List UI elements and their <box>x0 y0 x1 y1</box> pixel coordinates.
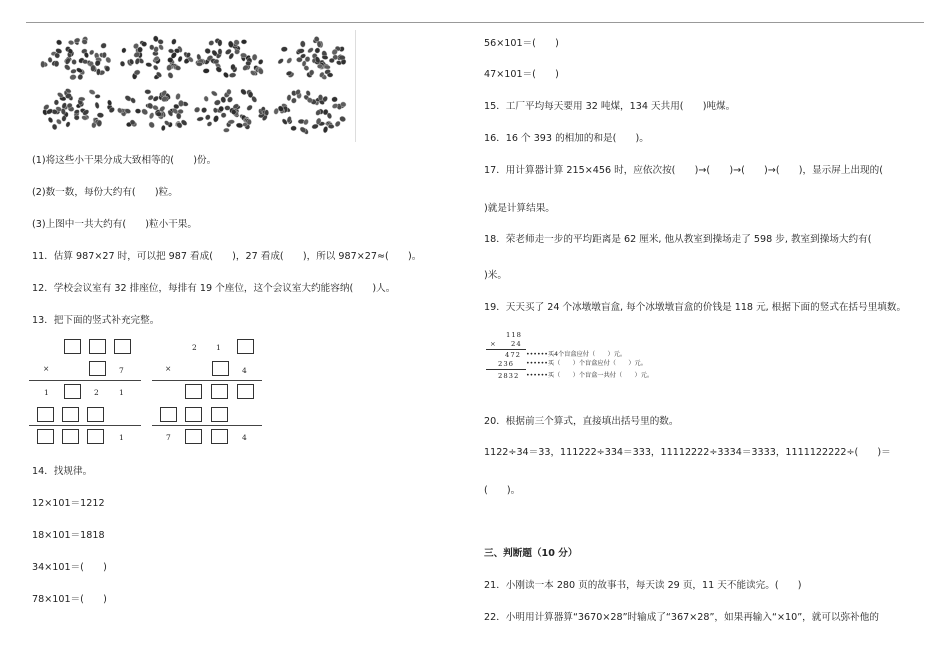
dried-fruit-piece <box>97 112 104 118</box>
dried-fruit-piece <box>339 55 346 60</box>
q10-part3: (3)上图中一共大约有( )粒小干果。 <box>32 219 197 230</box>
annotation-3: ••••••买（ ）个盲盒一共付（ ）元。 <box>526 372 654 379</box>
dried-fruit-piece <box>120 61 126 67</box>
blank-box[interactable] <box>237 384 254 399</box>
dried-fruit-piece <box>229 72 236 78</box>
dried-fruit-piece <box>246 104 254 112</box>
dried-fruit-piece <box>71 59 76 65</box>
dried-fruit-piece <box>135 108 141 114</box>
dried-fruit-piece <box>48 57 53 63</box>
dried-fruit-piece <box>90 65 95 72</box>
dried-fruit-piece <box>334 120 341 128</box>
dried-fruit-piece <box>252 54 258 61</box>
dried-fruit-piece <box>231 109 236 115</box>
dried-fruit-piece <box>177 55 183 62</box>
dried-fruit-piece <box>78 97 85 102</box>
dried-fruit-piece <box>228 119 235 124</box>
dried-fruit-piece <box>148 112 154 120</box>
digit: 2 <box>94 388 99 397</box>
blank-box[interactable] <box>211 384 228 399</box>
question-19: 19．天天买了 24 个冰墩墩盲盒, 每个冰墩墩盲盒的价钱是 118 元, 根据下面的竖式在括号里填数。 <box>484 302 907 313</box>
pattern-line-4: 78×101＝( ) <box>32 594 107 605</box>
dried-fruit-piece <box>41 61 46 68</box>
dried-fruit-piece <box>286 57 293 64</box>
digit: 4 <box>242 433 247 442</box>
dried-fruit-piece <box>171 38 178 45</box>
dried-fruit-piece <box>121 47 127 53</box>
pattern-line-3: 34×101＝( ) <box>32 562 107 573</box>
question-12: 12．学校会议室有 32 排座位，每排有 19 个座位，这个会议室大约能容纳( )人。 <box>32 283 396 294</box>
dried-fruit-piece <box>213 99 221 106</box>
dried-fruit-piece <box>156 112 162 117</box>
dried-fruit-piece <box>220 112 226 118</box>
dried-fruit-piece <box>247 119 252 125</box>
dried-fruit-piece <box>212 115 219 123</box>
dried-fruit-piece <box>215 66 223 74</box>
digit: 1 <box>44 388 49 397</box>
form-rule <box>29 380 141 381</box>
dried-fruit-piece <box>203 68 210 73</box>
question-15: 15．工厂平均每天要用 32 吨煤，134 天共用( )吨煤。 <box>484 101 736 112</box>
dried-fruit-piece <box>246 61 252 66</box>
dried-fruit-piece <box>61 115 67 122</box>
blank-box[interactable] <box>114 339 131 354</box>
dried-fruit-piece <box>230 64 235 70</box>
blank-box[interactable] <box>64 384 81 399</box>
blank-box[interactable] <box>160 407 177 422</box>
digit: 4 <box>242 366 247 375</box>
times-sign: × <box>165 364 172 373</box>
question-18-line2: )米。 <box>484 270 507 281</box>
dried-fruit-piece <box>300 41 306 48</box>
blank-box[interactable] <box>64 339 81 354</box>
dried-fruit-piece <box>65 121 71 128</box>
question-20-continuation: ( )。 <box>484 485 521 496</box>
blank-box[interactable] <box>237 339 254 354</box>
image-divider <box>355 30 356 142</box>
dried-fruit-piece <box>257 58 264 65</box>
dried-fruit-piece <box>204 114 211 121</box>
product: 2832 <box>498 372 520 380</box>
dried-fruit-piece <box>55 118 62 125</box>
dried-fruit-piece <box>158 44 165 51</box>
question-18-line1: 18．荣老师走一步的平均距离是 62 厘米, 他从教室到操场走了 598 步, 教室到操场大约有( <box>484 234 872 245</box>
question-20-title: 20．根据前三个算式，直接填出括号里的数。 <box>484 416 679 427</box>
dried-fruit-piece <box>331 96 338 102</box>
blank-box[interactable] <box>185 407 202 422</box>
times-sign: × <box>490 340 496 348</box>
dried-fruit-piece <box>193 106 201 113</box>
question-13-title: 13．把下面的竖式补充完整。 <box>32 315 160 326</box>
dried-fruit-piece <box>70 69 77 75</box>
dried-fruit-piece <box>107 99 113 106</box>
dried-fruit-piece <box>55 39 62 46</box>
dried-fruit-piece <box>227 89 232 95</box>
digit: 7 <box>166 433 171 442</box>
dried-fruit-piece <box>152 64 159 71</box>
dried-fruit-piece <box>63 64 71 72</box>
form-rule <box>486 369 526 370</box>
dried-fruit-piece <box>228 40 234 48</box>
dried-fruit-piece <box>286 94 291 101</box>
digit: 1 <box>119 388 124 397</box>
dried-fruit-piece <box>196 62 202 66</box>
multiplier: 24 <box>511 340 522 348</box>
multiplicand: 118 <box>506 331 522 339</box>
dried-fruit-piece <box>203 95 209 102</box>
blank-box[interactable] <box>89 361 106 376</box>
dried-fruit-piece <box>323 126 329 134</box>
blank-box[interactable] <box>211 429 228 444</box>
dried-fruit-piece <box>145 89 151 94</box>
dried-fruit-piece <box>241 39 247 44</box>
dried-fruit-piece <box>88 89 96 96</box>
dried-fruit-piece <box>178 109 184 113</box>
dried-fruit-piece <box>105 66 111 72</box>
digit: 1 <box>119 433 124 442</box>
q10-part1: (1)将这些小干果分成大致相等的( )份。 <box>32 155 217 166</box>
dried-fruit-piece <box>318 94 323 100</box>
pattern-line-5: 56×101＝( ) <box>484 38 559 49</box>
dried-fruit-piece <box>314 47 321 54</box>
dried-fruit-image <box>38 32 354 140</box>
dried-fruit-piece <box>240 88 248 96</box>
dried-fruit-piece <box>219 106 224 111</box>
question-20-expression: 1122÷34＝33，111222÷334＝333，11112222÷3334＝3333，1111122222÷( )＝ <box>484 447 891 458</box>
dried-fruit-piece <box>47 116 54 123</box>
dried-fruit-piece <box>208 40 215 47</box>
dried-fruit-piece <box>95 94 101 98</box>
dried-fruit-piece <box>161 125 166 131</box>
dried-fruit-piece <box>248 92 253 98</box>
dried-fruit-piece <box>218 48 223 54</box>
dried-fruit-piece <box>142 42 147 47</box>
dried-fruit-piece <box>74 115 80 120</box>
dried-fruit-piece <box>307 47 315 54</box>
dried-fruit-piece <box>296 57 302 63</box>
blank-box[interactable] <box>62 407 79 422</box>
blank-box[interactable] <box>37 429 54 444</box>
question-21: 21．小刚读一本 280 页的故事书，每天读 29 页，11 天不能读完。( ) <box>484 580 802 591</box>
dried-fruit-piece <box>223 128 229 133</box>
dried-fruit-piece <box>69 74 77 81</box>
dried-fruit-piece <box>204 47 212 54</box>
dried-fruit-piece <box>329 58 335 63</box>
dried-fruit-piece <box>210 90 218 97</box>
annotation-1: ••••••买4个盲盒应付（ ）元。 <box>526 351 627 358</box>
dried-fruit-piece <box>141 108 149 116</box>
blank-box[interactable] <box>185 384 202 399</box>
form-rule <box>29 425 141 426</box>
pattern-line-2: 18×101＝1818 <box>32 530 105 541</box>
dried-fruit-piece <box>218 39 223 46</box>
dried-fruit-piece <box>54 61 60 67</box>
dried-fruit-piece <box>225 106 231 111</box>
dried-fruit-piece <box>145 62 152 67</box>
dried-fruit-piece <box>222 71 229 79</box>
blank-box[interactable] <box>185 429 202 444</box>
dried-fruit-piece <box>281 46 288 52</box>
dried-fruit-piece <box>54 100 59 106</box>
times-sign: × <box>43 364 50 373</box>
question-11: 11．估算 987×27 时，可以把 987 看成( )，27 看成( )，所以 987×27≈( )。 <box>32 251 422 262</box>
dried-fruit-piece <box>94 102 100 109</box>
question-17-line2: )就是计算结果。 <box>484 203 555 214</box>
dried-fruit-piece <box>52 124 58 131</box>
partial-product-1: 472 <box>505 351 521 359</box>
form-rule <box>486 349 526 350</box>
dried-fruit-piece <box>328 124 334 129</box>
dried-fruit-piece <box>148 121 156 129</box>
question-16: 16．16 个 393 的相加的和是( )。 <box>484 133 649 144</box>
blank-box[interactable] <box>62 429 79 444</box>
form-rule <box>152 425 262 426</box>
question-14-title: 14．找规律。 <box>32 466 93 477</box>
dried-fruit-piece <box>265 110 269 116</box>
pattern-line-1: 12×101＝1212 <box>32 498 105 509</box>
pattern-line-6: 47×101＝( ) <box>484 69 559 80</box>
dried-fruit-piece <box>291 126 297 131</box>
question-22: 22．小明用计算器算“3670×28”时输成了“367×28”，如果再输入“×10”，就可以弥补他的 <box>484 612 879 623</box>
dried-fruit-piece <box>100 42 108 50</box>
dried-fruit-piece <box>322 55 329 60</box>
blank-box[interactable] <box>87 407 104 422</box>
dried-fruit-piece <box>327 73 333 78</box>
dried-fruit-piece <box>290 97 297 104</box>
dried-fruit-piece <box>213 107 218 113</box>
section-3-heading: 三、判断题（10 分） <box>484 548 578 559</box>
dried-fruit-piece <box>68 40 74 46</box>
question-17-line1: 17．用计算器计算 215×456 时，应依次按( )→( )→( )→( )，显示屏上出现的( <box>484 165 883 176</box>
partial-product-2: 236 <box>498 360 514 368</box>
dried-fruit-piece <box>200 106 207 113</box>
digit: 7 <box>119 366 124 375</box>
dried-fruit-piece <box>236 122 243 128</box>
dried-fruit-piece <box>175 93 181 100</box>
dried-fruit-piece <box>196 116 204 121</box>
digit: 1 <box>216 343 221 352</box>
blank-box[interactable] <box>212 361 229 376</box>
dried-fruit-piece <box>167 72 174 80</box>
dried-fruit-piece <box>206 121 213 128</box>
form-rule <box>152 380 262 381</box>
dried-fruit-piece <box>277 58 284 65</box>
annotation-2: ••••••买（ ）个盲盒应付（ ）元。 <box>526 360 647 367</box>
blank-box[interactable] <box>211 407 228 422</box>
dried-fruit-piece <box>88 49 94 56</box>
q10-part2: (2)数一数，每份大约有( )粒。 <box>32 187 178 198</box>
header-rule <box>26 22 924 23</box>
blank-box[interactable] <box>89 339 106 354</box>
blank-box[interactable] <box>37 407 54 422</box>
blank-box[interactable] <box>87 429 104 444</box>
digit: 2 <box>192 343 197 352</box>
